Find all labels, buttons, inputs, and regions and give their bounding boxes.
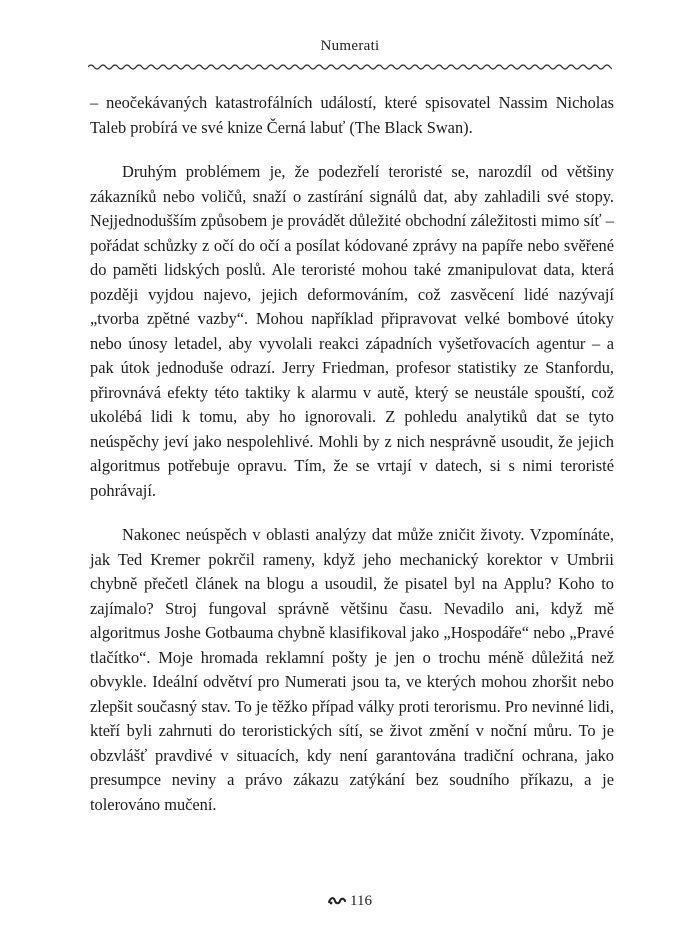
wavy-rule-divider (88, 62, 612, 72)
running-head-title: Numerati (320, 38, 380, 54)
body-text (90, 91, 614, 817)
paragraph-2: Druhým problémem je, že podezřelí teroristé se, narozdíl od většiny zákazníků nebo voličů, snaží o zastírání signálů dat, aby zahladili své stopy. Nejjednodušším způsobem je provádět důležité obchodní záležitosti mimo síť – pořádat schůzky z očí do očí a posílat kódované zprávy na papíře nebo svěřené do paměti lidských poslů. Ale teroristé mohou také zmanipulovat data, která později vyjdou najevo, jejich deformováním, což zasvěcení lidé nazývají „tvorba zpětné vazby“. Mohou například připravovat velké bombové útoky nebo únosy letadel, aby vyvolali reakci západních vyšetřovacích agentur – a pak útok jednoduše odrazí. Jerry Friedman, profesor statistiky ze Stanfordu, přirovnává efekty této taktiky k alarmu v autě, který se neustále spouští, což ukolébá lidi k tomu, aby ho ignorovali. Z pohledu analytiků dat se tyto neúspěchy jeví jako nespolehlivé. Mohli by z nich nesprávně usoudit, že jejich algoritmus potřebuje opravu. Tím, že se vrtají v datech, si s nimi teroristé pohrávají. (90, 162, 614, 500)
swash-ornament-icon (328, 896, 346, 906)
paragraph-3: Nakonec neúspěch v oblasti analýzy dat může zničit životy. Vzpomínáte, jak Ted Kremer pokrčil rameny, když jeho mechanický korektor v Umbrii chybně přečetl článek na blogu a usoudil, že pisatel byl na Applu? Koho to zajímalo? Stroj fungoval správně většinu času. Nevadilo ani, když mě algoritmus Joshe Gotbauma chybně klasifikoval jako „Hospodáře“ nebo „Pravé tlačítko“. Moje hromada reklamní pošty je jen o trochu méně důležitá než obvykle. Ideální odvětví pro Numerati jsou ta, ve kterých mohou zhoršit nebo zlepšit současný stav. To je těžko případ války proti terorismu. Pro nevinné lidi, kteří byli zahrnuti do teroristických sítí, se život změní v noční můru. To je obzvlášť pravdivé v situacích, kdy není garantována tradiční ochrana, jako presumpce neviny a právo zákazu zatýkání bez soudního příkazu, a je tolerováno mučení. (90, 525, 614, 814)
page-footer (0, 893, 700, 910)
page-number: 116 (350, 893, 372, 909)
paragraph-1: – neočekávaných katastrofálních událostí, které spisovatel Nassim Nicholas Taleb probírá ve své knize Černá labuť (The Black Swan). (90, 93, 614, 137)
